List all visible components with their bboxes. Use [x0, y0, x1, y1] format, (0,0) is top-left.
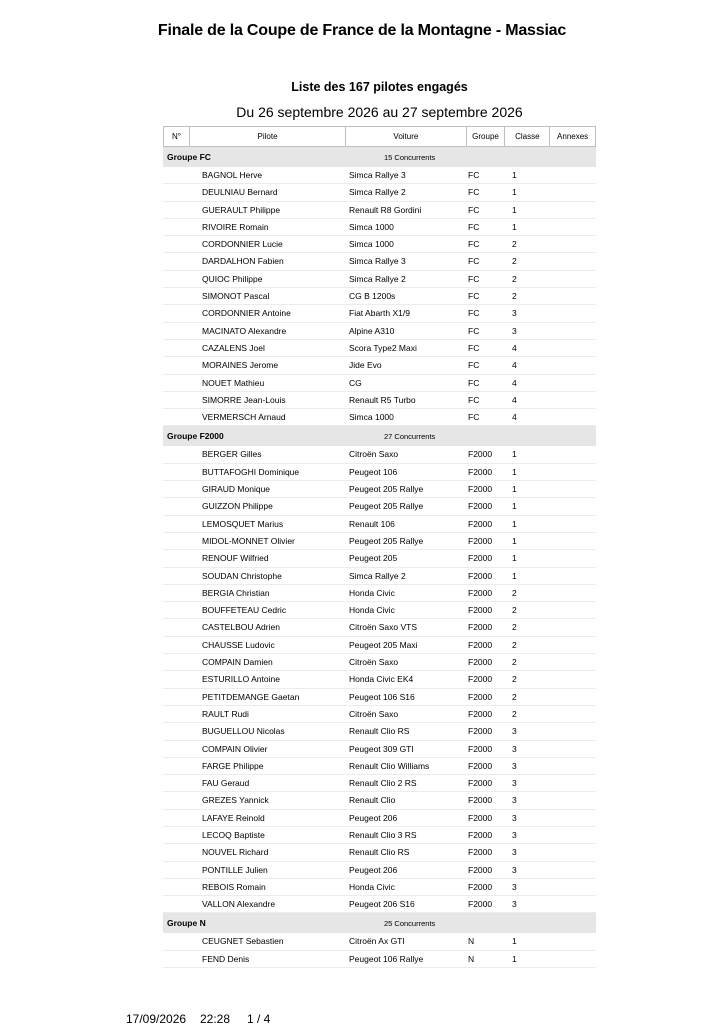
cell-pilote: GREZES Yannick	[202, 795, 269, 806]
table-row	[163, 723, 596, 740]
cell-voiture: Peugeot 106	[349, 466, 398, 477]
cell-groupe: F2000	[468, 535, 493, 546]
cell-voiture: Simca Rallye 3	[349, 170, 406, 180]
column-header-number: N°	[164, 127, 190, 146]
cell-voiture: Peugeot 205 Rallye	[349, 501, 424, 512]
cell-groupe: F2000	[468, 847, 493, 858]
cell-pilote: BUTTAFOGHI Dominique	[202, 466, 300, 477]
cell-classe: 4	[512, 360, 517, 371]
table-row	[163, 481, 596, 498]
cell-pilote: MORAINES Jerome	[202, 360, 279, 371]
cell-voiture: Simca 1000	[349, 412, 394, 423]
table-row	[163, 375, 596, 392]
cell-groupe: F2000	[468, 466, 493, 477]
cell-pilote: DARDALHON Fabien	[202, 256, 284, 267]
cell-classe: 2	[512, 674, 517, 685]
cell-groupe: F2000	[468, 587, 493, 598]
cell-classe: 1	[512, 953, 517, 964]
table-row	[163, 516, 596, 533]
cell-pilote: NOUVEL Richard	[202, 847, 269, 858]
cell-classe: 2	[512, 256, 517, 267]
cell-pilote: MACINATO Alexandre	[202, 325, 287, 336]
cell-voiture: CG B 1200s	[349, 291, 396, 302]
group-entrant-count: 25 Concurrents	[384, 918, 436, 928]
table-row	[163, 288, 596, 305]
cell-pilote: PONTILLE Julien	[202, 864, 268, 875]
cell-classe: 3	[512, 812, 517, 823]
cell-classe: 1	[512, 466, 517, 477]
table-row	[163, 219, 596, 236]
cell-voiture: Peugeot 205 Maxi	[349, 639, 418, 650]
cell-voiture: Peugeot 206	[349, 812, 398, 823]
cell-voiture: Scora Type2 Maxi	[349, 342, 417, 353]
cell-classe: 2	[512, 605, 517, 616]
cell-groupe: FC	[468, 325, 480, 336]
cell-groupe: FC	[468, 412, 480, 423]
cell-pilote: CORDONNIER Antoine	[202, 308, 291, 319]
cell-voiture: Simca 1000	[349, 221, 394, 232]
table-header	[163, 126, 596, 147]
column-header-annexes: Annexes	[557, 132, 589, 141]
table-row	[163, 758, 596, 775]
cell-pilote: PETITDEMANGE Gaetan	[202, 691, 300, 702]
cell-pilote: CEUGNET Sebastien	[202, 936, 284, 947]
cell-groupe: FC	[468, 187, 480, 198]
cell-groupe: FC	[468, 273, 480, 284]
table-row	[163, 167, 596, 184]
cell-pilote: BOUFFETEAU Cedric	[202, 605, 287, 616]
table-row	[163, 305, 596, 322]
cell-classe: 3	[512, 760, 517, 771]
cell-pilote: LEMOSQUET Marius	[202, 518, 284, 529]
cell-voiture: Simca Rallye 2	[349, 273, 406, 284]
cell-pilote: BAGNOL Herve	[202, 170, 263, 180]
table-row	[163, 357, 596, 374]
cell-voiture: Renault Clio Williams	[349, 760, 430, 771]
cell-groupe: F2000	[468, 570, 493, 581]
table-row	[163, 271, 596, 288]
cell-groupe: F2000	[468, 622, 493, 633]
cell-pilote: RIVOIRE Romain	[202, 221, 269, 232]
cell-groupe: F2000	[468, 553, 493, 564]
cell-groupe: F2000	[468, 657, 493, 668]
cell-groupe: F2000	[468, 708, 493, 719]
cell-classe: 3	[512, 726, 517, 737]
cell-groupe: F2000	[468, 674, 493, 685]
footer-page-number: 1 / 4	[247, 1012, 271, 1026]
group-entrant-count: 27 Concurrents	[384, 431, 436, 441]
cell-pilote: RENOUF Wilfried	[202, 553, 269, 564]
cell-classe: 1	[512, 449, 517, 460]
cell-groupe: F2000	[468, 899, 493, 910]
cell-pilote: CASTELBOU Adrien	[202, 622, 280, 633]
cell-pilote: GUIZZON Philippe	[202, 501, 273, 512]
cell-pilote: SIMORRE Jean-Louis	[202, 394, 286, 405]
table-row	[163, 446, 596, 463]
cell-groupe: F2000	[468, 484, 493, 495]
cell-groupe: F2000	[468, 449, 493, 460]
cell-voiture: Renault Clio 2 RS	[349, 778, 417, 789]
cell-groupe: F2000	[468, 691, 493, 702]
table-body	[163, 147, 596, 968]
table-row	[163, 671, 596, 688]
cell-pilote: FARGE Philippe	[202, 760, 264, 771]
cell-classe: 2	[512, 691, 517, 702]
cell-groupe: N	[468, 936, 475, 947]
cell-pilote: CAZALENS Joel	[202, 342, 265, 353]
cell-voiture: Renault Clio RS	[349, 847, 410, 858]
cell-pilote: DEULNIAU Bernard	[202, 187, 278, 198]
cell-groupe: FC	[468, 256, 480, 267]
cell-classe: 3	[512, 881, 517, 892]
cell-classe: 2	[512, 291, 517, 302]
cell-groupe: F2000	[468, 864, 493, 875]
cell-classe: 1	[512, 570, 517, 581]
cell-groupe: FC	[468, 342, 480, 353]
cell-classe: 1	[512, 553, 517, 564]
cell-groupe: FC	[468, 170, 480, 180]
table-row	[163, 933, 596, 950]
table-row	[163, 236, 596, 253]
cell-classe: 4	[512, 394, 517, 405]
cell-voiture: Honda Civic	[349, 881, 395, 892]
table-row	[163, 810, 596, 827]
table-row	[163, 862, 596, 879]
column-header-groupe: Groupe	[467, 127, 506, 146]
cell-voiture: Renault Clio RS	[349, 726, 410, 737]
cell-groupe: F2000	[468, 760, 493, 771]
cell-pilote: FEND Denis	[202, 953, 250, 964]
cell-pilote: MIDOL-MONNET Olivier	[202, 535, 295, 546]
cell-classe: 4	[512, 377, 517, 388]
cell-classe: 1	[512, 501, 517, 512]
table-row	[163, 568, 596, 585]
cell-pilote: COMPAIN Olivier	[202, 743, 268, 754]
group-header-row	[163, 913, 596, 933]
document-subtitle: Liste des 167 pilotes engagés	[291, 80, 468, 94]
cell-pilote: BUGUELLOU Nicolas	[202, 726, 285, 737]
cell-voiture: Alpine A310	[349, 325, 395, 336]
cell-groupe: F2000	[468, 639, 493, 650]
cell-groupe: FC	[468, 360, 480, 371]
cell-classe: 1	[512, 187, 517, 198]
cell-voiture: Citroën Saxo	[349, 657, 399, 668]
cell-classe: 3	[512, 795, 517, 806]
cell-classe: 3	[512, 778, 517, 789]
cell-groupe: N	[468, 953, 475, 964]
cell-voiture: Citroën Saxo	[349, 449, 399, 460]
cell-voiture: Fiat Abarth X1/9	[349, 308, 410, 319]
table-row	[163, 464, 596, 481]
cell-groupe: F2000	[468, 881, 493, 892]
cell-pilote: SIMONOT Pascal	[202, 291, 270, 302]
cell-classe: 2	[512, 273, 517, 284]
cell-voiture: Peugeot 205 Rallye	[349, 535, 424, 546]
cell-voiture: Simca Rallye 2	[349, 570, 406, 581]
cell-groupe: F2000	[468, 726, 493, 737]
table-row	[163, 202, 596, 219]
cell-voiture: Jide Evo	[349, 360, 382, 371]
table-row	[163, 879, 596, 896]
cell-classe: 1	[512, 518, 517, 529]
table-row	[163, 619, 596, 636]
cell-classe: 2	[512, 657, 517, 668]
cell-voiture: Peugeot 205 Rallye	[349, 484, 424, 495]
cell-classe: 1	[512, 170, 517, 180]
table-row	[163, 184, 596, 201]
cell-pilote: VERMERSCH Arnaud	[202, 412, 286, 423]
group-entrant-count: 15 Concurrents	[384, 152, 436, 162]
cell-groupe: F2000	[468, 518, 493, 529]
table-row	[163, 706, 596, 723]
event-dates: Du 26 septembre 2026 au 27 septembre 2026	[236, 104, 523, 120]
cell-pilote: COMPAIN Damien	[202, 657, 273, 668]
table-row	[163, 689, 596, 706]
cell-voiture: Renault Clio	[349, 795, 396, 806]
table-row	[163, 827, 596, 844]
cell-voiture: Citroën Ax GTI	[349, 936, 405, 947]
cell-classe: 4	[512, 412, 517, 423]
cell-voiture: Honda Civic	[349, 587, 395, 598]
cell-groupe: F2000	[468, 778, 493, 789]
group-name: Groupe FC	[167, 152, 211, 162]
footer-time: 22:28	[200, 1012, 231, 1026]
footer-date: 17/09/2026	[126, 1012, 187, 1026]
cell-voiture: Simca Rallye 3	[349, 256, 406, 267]
cell-classe: 2	[512, 639, 517, 650]
cell-voiture: Honda Civic	[349, 605, 395, 616]
cell-voiture: Peugeot 106 Rallye	[349, 953, 424, 964]
table-row	[163, 253, 596, 270]
document-title: Finale de la Coupe de France de la Montagne - Massiac	[157, 22, 567, 39]
column-header-classe: Classe	[505, 127, 550, 146]
cell-groupe: FC	[468, 239, 480, 250]
cell-pilote: GUERAULT Philippe	[202, 204, 281, 215]
cell-pilote: CHAUSSE Ludovic	[202, 639, 275, 650]
cell-pilote: GIRAUD Monique	[202, 484, 271, 495]
cell-voiture: Renault R8 Gordini	[349, 204, 422, 215]
cell-voiture: Citroën Saxo VTS	[349, 622, 418, 633]
cell-pilote: LAFAYE Reinold	[202, 812, 265, 823]
cell-classe: 2	[512, 587, 517, 598]
cell-groupe: F2000	[468, 605, 493, 616]
cell-pilote: REBOIS Romain	[202, 881, 266, 892]
cell-classe: 1	[512, 204, 517, 215]
table-row	[163, 409, 596, 426]
cell-pilote: RAULT Rudi	[202, 708, 249, 719]
cell-pilote: NOUET Mathieu	[202, 377, 265, 388]
group-header-row	[163, 147, 596, 167]
table-row	[163, 844, 596, 861]
table-row	[163, 637, 596, 654]
cell-voiture: Simca Rallye 2	[349, 187, 406, 198]
cell-groupe: FC	[468, 308, 480, 319]
cell-groupe: F2000	[468, 501, 493, 512]
cell-classe: 3	[512, 899, 517, 910]
cell-voiture: Peugeot 206 S16	[349, 899, 415, 910]
cell-classe: 3	[512, 743, 517, 754]
column-header-pilote: Pilote	[190, 127, 346, 146]
cell-pilote: ESTURILLO Antoine	[202, 674, 280, 685]
cell-pilote: BERGIA Christian	[202, 587, 270, 598]
table-row	[163, 741, 596, 758]
cell-pilote: LECOQ Baptiste	[202, 829, 265, 840]
table-row	[163, 951, 596, 968]
cell-voiture: Citroën Saxo	[349, 708, 399, 719]
cell-voiture: Renault R5 Turbo	[349, 394, 416, 405]
cell-classe: 1	[512, 535, 517, 546]
cell-classe: 3	[512, 864, 517, 875]
cell-pilote: FAU Geraud	[202, 778, 250, 789]
cell-pilote: VALLON Alexandre	[202, 899, 276, 910]
cell-groupe: F2000	[468, 743, 493, 754]
cell-pilote: SOUDAN Christophe	[202, 570, 282, 581]
cell-pilote: CORDONNIER Lucie	[202, 239, 283, 250]
cell-classe: 3	[512, 325, 517, 336]
table-row	[163, 602, 596, 619]
table-row	[163, 585, 596, 602]
cell-classe: 4	[512, 342, 517, 353]
cell-groupe: FC	[468, 377, 480, 388]
cell-groupe: FC	[468, 394, 480, 405]
cell-voiture: Honda Civic EK4	[349, 674, 414, 685]
table-row	[163, 654, 596, 671]
cell-classe: 2	[512, 622, 517, 633]
cell-classe: 1	[512, 221, 517, 232]
cell-voiture: Peugeot 205	[349, 553, 398, 564]
table-row	[163, 533, 596, 550]
cell-classe: 1	[512, 936, 517, 947]
group-name: Groupe F2000	[167, 431, 224, 442]
cell-voiture: Renault 106	[349, 518, 395, 529]
cell-pilote: QUIOC Philippe	[202, 273, 263, 284]
cell-voiture: CG	[349, 377, 362, 388]
table-row	[163, 340, 596, 357]
cell-groupe: FC	[468, 221, 480, 232]
cell-voiture: Peugeot 206	[349, 864, 398, 875]
table-row	[163, 792, 596, 809]
entrants-table	[163, 126, 596, 968]
table-row	[163, 775, 596, 792]
cell-groupe: FC	[468, 291, 480, 302]
cell-pilote: BERGER Gilles	[202, 449, 262, 460]
table-row	[163, 550, 596, 567]
cell-voiture: Simca 1000	[349, 239, 394, 250]
table-row	[163, 896, 596, 913]
group-header-row	[163, 426, 596, 446]
cell-groupe: F2000	[468, 829, 493, 840]
column-header-voiture: Voiture	[346, 127, 466, 146]
cell-classe: 3	[512, 308, 517, 319]
cell-classe: 3	[512, 829, 517, 840]
group-name: Groupe N	[167, 918, 206, 929]
table-row	[163, 498, 596, 515]
table-row	[163, 323, 596, 340]
cell-voiture: Renault Clio 3 RS	[349, 829, 417, 840]
cell-groupe: F2000	[468, 812, 493, 823]
table-row	[163, 392, 596, 409]
cell-classe: 2	[512, 708, 517, 719]
cell-classe: 3	[512, 847, 517, 858]
cell-voiture: Peugeot 106 S16	[349, 691, 415, 702]
cell-groupe: F2000	[468, 795, 493, 806]
cell-groupe: FC	[468, 204, 480, 215]
cell-voiture: Peugeot 309 GTI	[349, 743, 414, 754]
cell-classe: 2	[512, 239, 517, 250]
cell-classe: 1	[512, 484, 517, 495]
